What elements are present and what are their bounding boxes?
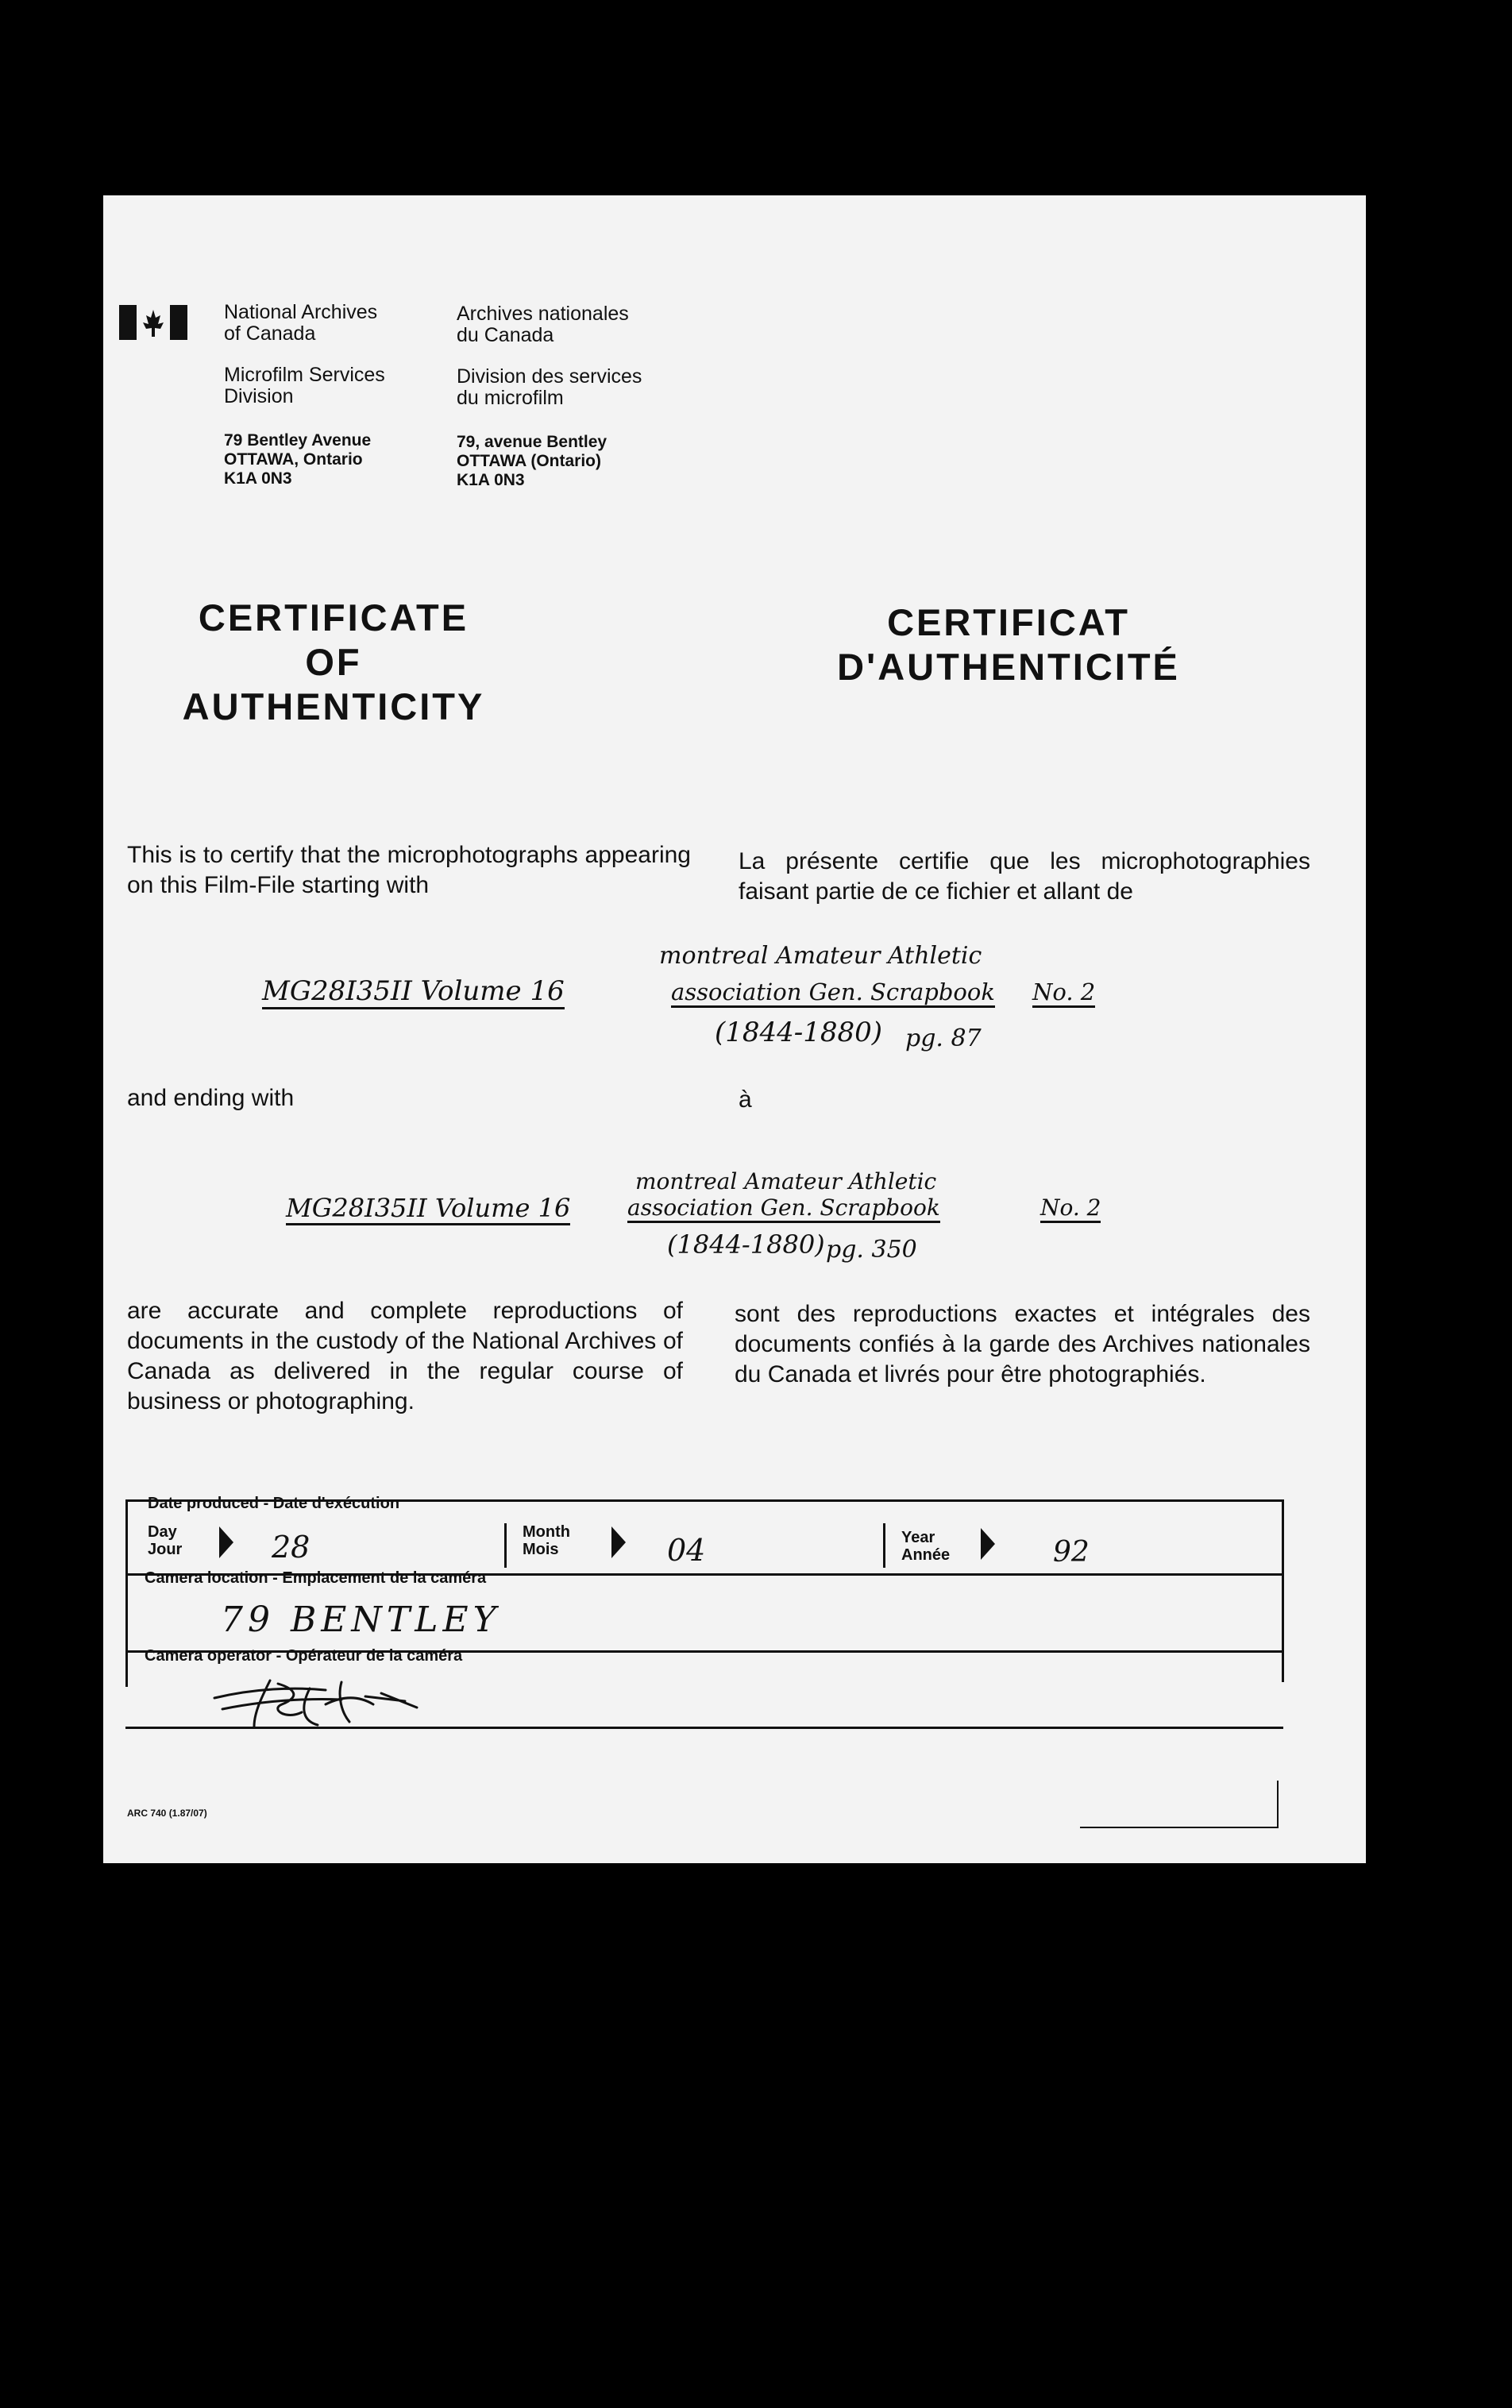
end-date-range: (1844-1880) <box>667 1229 825 1260</box>
date-produced-label: Date produced - Date d'exécution <box>148 1495 400 1512</box>
year-label-en: Year <box>901 1529 935 1546</box>
start-title-line1: montreal Amateur Athletic <box>659 942 982 970</box>
canada-flag-logo <box>119 305 187 340</box>
fr-address-line: K1A 0N3 <box>457 471 525 489</box>
year-label <box>901 1529 950 1564</box>
en-division-name <box>224 365 385 407</box>
form-left-rule <box>125 1499 128 1687</box>
day-label <box>148 1523 182 1558</box>
title-fr <box>810 600 1207 689</box>
camera-operator-label: Camera operator - Opérateur de la caméra <box>145 1647 463 1665</box>
title-en-line: CERTIFICATE <box>198 596 469 639</box>
start-title-line2: association Gen. Scrapbook <box>671 978 995 1008</box>
month-arrow-icon <box>611 1526 626 1558</box>
en-agency-line: National Archives <box>224 301 378 323</box>
fr-address-line: 79, avenue Bentley <box>457 433 608 451</box>
title-fr-line: CERTIFICAT <box>887 601 1130 643</box>
fr-division-line: du microfilm <box>457 387 564 409</box>
day-label-en: Day <box>148 1523 177 1541</box>
month-label <box>523 1523 570 1558</box>
end-title-line1: montreal Amateur Athletic <box>635 1168 937 1194</box>
day-arrow-icon <box>219 1526 233 1558</box>
footer-rule <box>1080 1827 1279 1828</box>
intro-en: This is to certify that the microphotographs appearing on this Film-File starting with <box>127 842 691 898</box>
fr-agency-line: du Canada <box>457 324 554 346</box>
start-reference: MG28I35II Volume 16 <box>262 975 565 1009</box>
month-label-en: Month <box>523 1523 570 1541</box>
end-title-line2: association Gen. Scrapbook <box>627 1194 940 1223</box>
month-value: 04 <box>667 1533 706 1568</box>
fr-address <box>457 433 607 490</box>
day-value: 28 <box>272 1530 310 1565</box>
fr-division-line: Division des services <box>457 365 642 388</box>
month-label-fr: Mois <box>523 1541 559 1558</box>
en-address <box>224 431 371 488</box>
fr-agency-name <box>457 303 629 346</box>
ending-en: and ending with <box>127 1085 295 1111</box>
form-divider <box>504 1523 507 1568</box>
form-right-rule <box>1282 1499 1284 1682</box>
closing-fr: sont des reproductions exactes et intégrales des documents confiés à la garde des Archives nationales du Canada et livrés pour être photographiés. <box>735 1301 1310 1387</box>
footer-rule <box>1277 1781 1279 1828</box>
form-code: ARC 740 (1.87/07) <box>127 1808 207 1819</box>
form-divider <box>883 1523 885 1568</box>
end-volume-number: No. 2 <box>1040 1194 1101 1223</box>
start-page: pg. 87 <box>905 1025 982 1052</box>
year-label-fr: Année <box>901 1546 951 1564</box>
operator-signature <box>206 1673 421 1731</box>
start-date-range: (1844-1880) <box>715 1017 883 1048</box>
end-reference: MG28I35II Volume 16 <box>286 1193 570 1225</box>
intro-fr: La présente certifie que les microphotographies faisant partie de ce fichier et allant de <box>739 848 1310 905</box>
title-fr-line: D'AUTHENTICITÉ <box>837 646 1180 688</box>
year-value: 92 <box>1053 1536 1090 1569</box>
start-volume-number: No. 2 <box>1032 978 1095 1008</box>
ending-fr: à <box>739 1086 752 1113</box>
camera-location-value: 79 BENTLEY <box>221 1600 501 1640</box>
year-arrow-icon <box>981 1528 995 1560</box>
en-agency-name <box>224 302 377 345</box>
en-address-line: 79 Bentley Avenue <box>224 431 372 450</box>
en-address-line: K1A 0N3 <box>224 469 292 488</box>
en-agency-line: of Canada <box>224 322 316 345</box>
closing-en: are accurate and complete reproductions of documents in the custody of the National Archives of Canada as delivered in the regular course of business or photographing. <box>127 1298 683 1414</box>
fr-address-line: OTTAWA (Ontario) <box>457 452 601 470</box>
en-division-line: Microfilm Services <box>224 364 385 386</box>
camera-location-label: Camera location - Emplacement de la caméra <box>145 1569 487 1587</box>
fr-division-name <box>457 366 642 409</box>
end-page: pg. 350 <box>826 1236 917 1264</box>
title-en <box>159 596 508 729</box>
fr-agency-line: Archives nationales <box>457 303 629 325</box>
day-label-fr: Jour <box>148 1541 183 1558</box>
title-en-line: OF AUTHENTICITY <box>182 641 485 727</box>
certificate-sheet <box>103 195 1366 1863</box>
en-address-line: OTTAWA, Ontario <box>224 450 363 469</box>
en-division-line: Division <box>224 385 294 407</box>
